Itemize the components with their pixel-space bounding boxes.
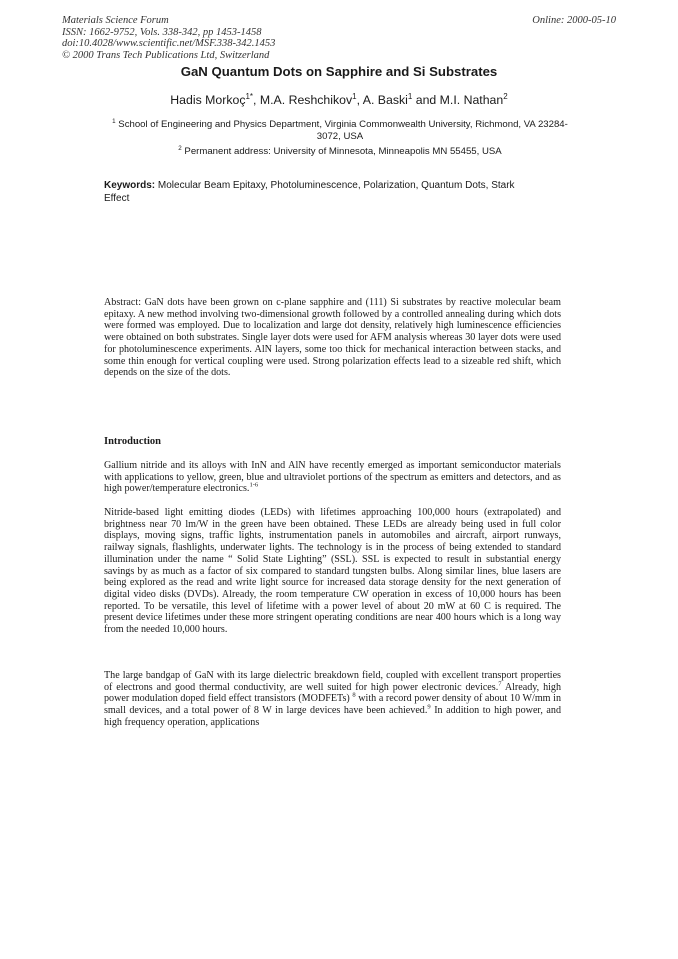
paragraph-text: Gallium nitride and its alloys with InN and AlN have recently emerged as important semiconductor materials with applications to yellow, green, blue and ultraviolet portions of the spectrum as emitters and detectors, and as high power/temperature electronics. <box>104 460 561 495</box>
affiliation-text: Permanent address: University of Minnesota, Minneapolis MN 55455, USA <box>184 146 502 157</box>
paragraph-text: In addition to high power, and high frequency operation, applications <box>104 705 561 728</box>
paragraph-text: Already, high power modulation doped field effect transistors (MODFETs) <box>104 681 562 705</box>
abstract: Abstract: GaN dots have been grown on c-plane sapphire and (111) Si substrates by reactive molecular beam epitaxy. A new method involving two-dimensional growth followed by a controlled annealing during which dots were formed was employed. Due to localization and large dot density, relatively high luminescence efficiencies were obtained on both substrates. Single layer dots were used for AFM analysis whereas 30 layer dots were used for photoluminescence experiments. AlN layers, some too thick for mechanical interaction between stacks, and some thin enough for vertical coupling were used. Strong polarization effects lead to a sizeable red shift, which depends on the size of the dots. <box>104 297 561 379</box>
author-affiliation-marker: 1 <box>407 91 413 101</box>
keywords-text: Molecular Beam Epitaxy, Photoluminescence, Polarization, Quantum Dots, Stark Effect <box>104 180 515 204</box>
author-name: M.I. Nathan <box>439 93 504 107</box>
doi-line[interactable]: doi:10.4028/www.scientific.net/MSF.338-342.1453 <box>62 38 276 50</box>
journal-name: Materials Science Forum <box>62 15 169 26</box>
journal-header <box>62 15 275 61</box>
paragraph-text: The large bandgap of GaN with its large dielectric breakdown field, coupled with excellent transport properties of electrons and good thermal conductivity, are well suited for high power electronic devices. <box>104 670 561 693</box>
citation: 7 <box>498 680 502 688</box>
affiliation-marker: 2 <box>178 144 182 152</box>
author-affiliation-marker: 2 <box>503 91 508 101</box>
citation: 9 <box>427 703 431 711</box>
author-name: A. Baski <box>362 93 408 107</box>
author-name: M.A. Reshchikov <box>259 93 353 107</box>
author-separator: , <box>356 93 363 107</box>
keywords <box>104 179 534 205</box>
paragraph-text: with a record power density of about 10 W/mm in small devices, and a total power of 8 W in large devices have been achieved. <box>104 693 561 717</box>
author-list <box>0 93 678 107</box>
author-separator: , <box>253 93 260 107</box>
citation: 8 <box>352 692 356 700</box>
section-heading-introduction: Introduction <box>104 436 161 447</box>
author-separator: and <box>412 93 440 107</box>
author-affiliation-marker: 1 <box>352 91 357 101</box>
issn-line: ISSN: 1662-9752, Vols. 338-342, pp 1453-1458 <box>62 26 262 38</box>
paper-title: GaN Quantum Dots on Sapphire and Si Substrates <box>180 64 498 79</box>
affiliation-marker: 1 <box>112 117 116 125</box>
affiliation-text: School of Engineering and Physics Department, Virginia Commonwealth University, Richmond, VA 23284-3072, USA <box>118 119 568 142</box>
affiliation-2 <box>110 146 570 158</box>
keywords-label: Keywords: <box>104 180 156 191</box>
author-name: Hadis Morkoç <box>170 93 246 107</box>
affiliation-1 <box>110 119 570 143</box>
author-affiliation-marker: 1* <box>245 91 254 101</box>
paragraph <box>104 670 561 729</box>
paragraph: Nitride-based light emitting diodes (LEDs) with lifetimes approaching 100,000 hours (extrapolated) and brightness near 70 lm/W in the green have been obtained. These LEDs are already being used in full color displays, moving signs, traffic lights, instrumentation panels in automobiles and aircraft, airport runways, railway signals, flashlights, underwater lights. The technology is in the process of being extended to standard illumination under the name “ Solid State Lighting” (SSL). SSL is expected to result in substantial energy savings by as much as a factor of six compared to standard tungsten bulbs. Along similar lines, blue lasers are being explored as the read and write light source for increased data storage density for the next generation of digital video disks (DVDs). Already, the room temperature CW operation in excess of 10,000 hours has been reported. To be versatile, this level of lifetime with a power level of about 20 mW at 60 C is required. The present device lifetimes under these more stringent operating conditions are near 400 hours which is a long way from the needed 10,000 hours. <box>104 507 561 636</box>
online-date: Online: 2000-05-10 <box>532 15 616 26</box>
copyright-line: © 2000 Trans Tech Publications Ltd, Switzerland <box>62 49 270 61</box>
paragraph <box>104 460 561 495</box>
citation: 1-6 <box>249 482 259 490</box>
